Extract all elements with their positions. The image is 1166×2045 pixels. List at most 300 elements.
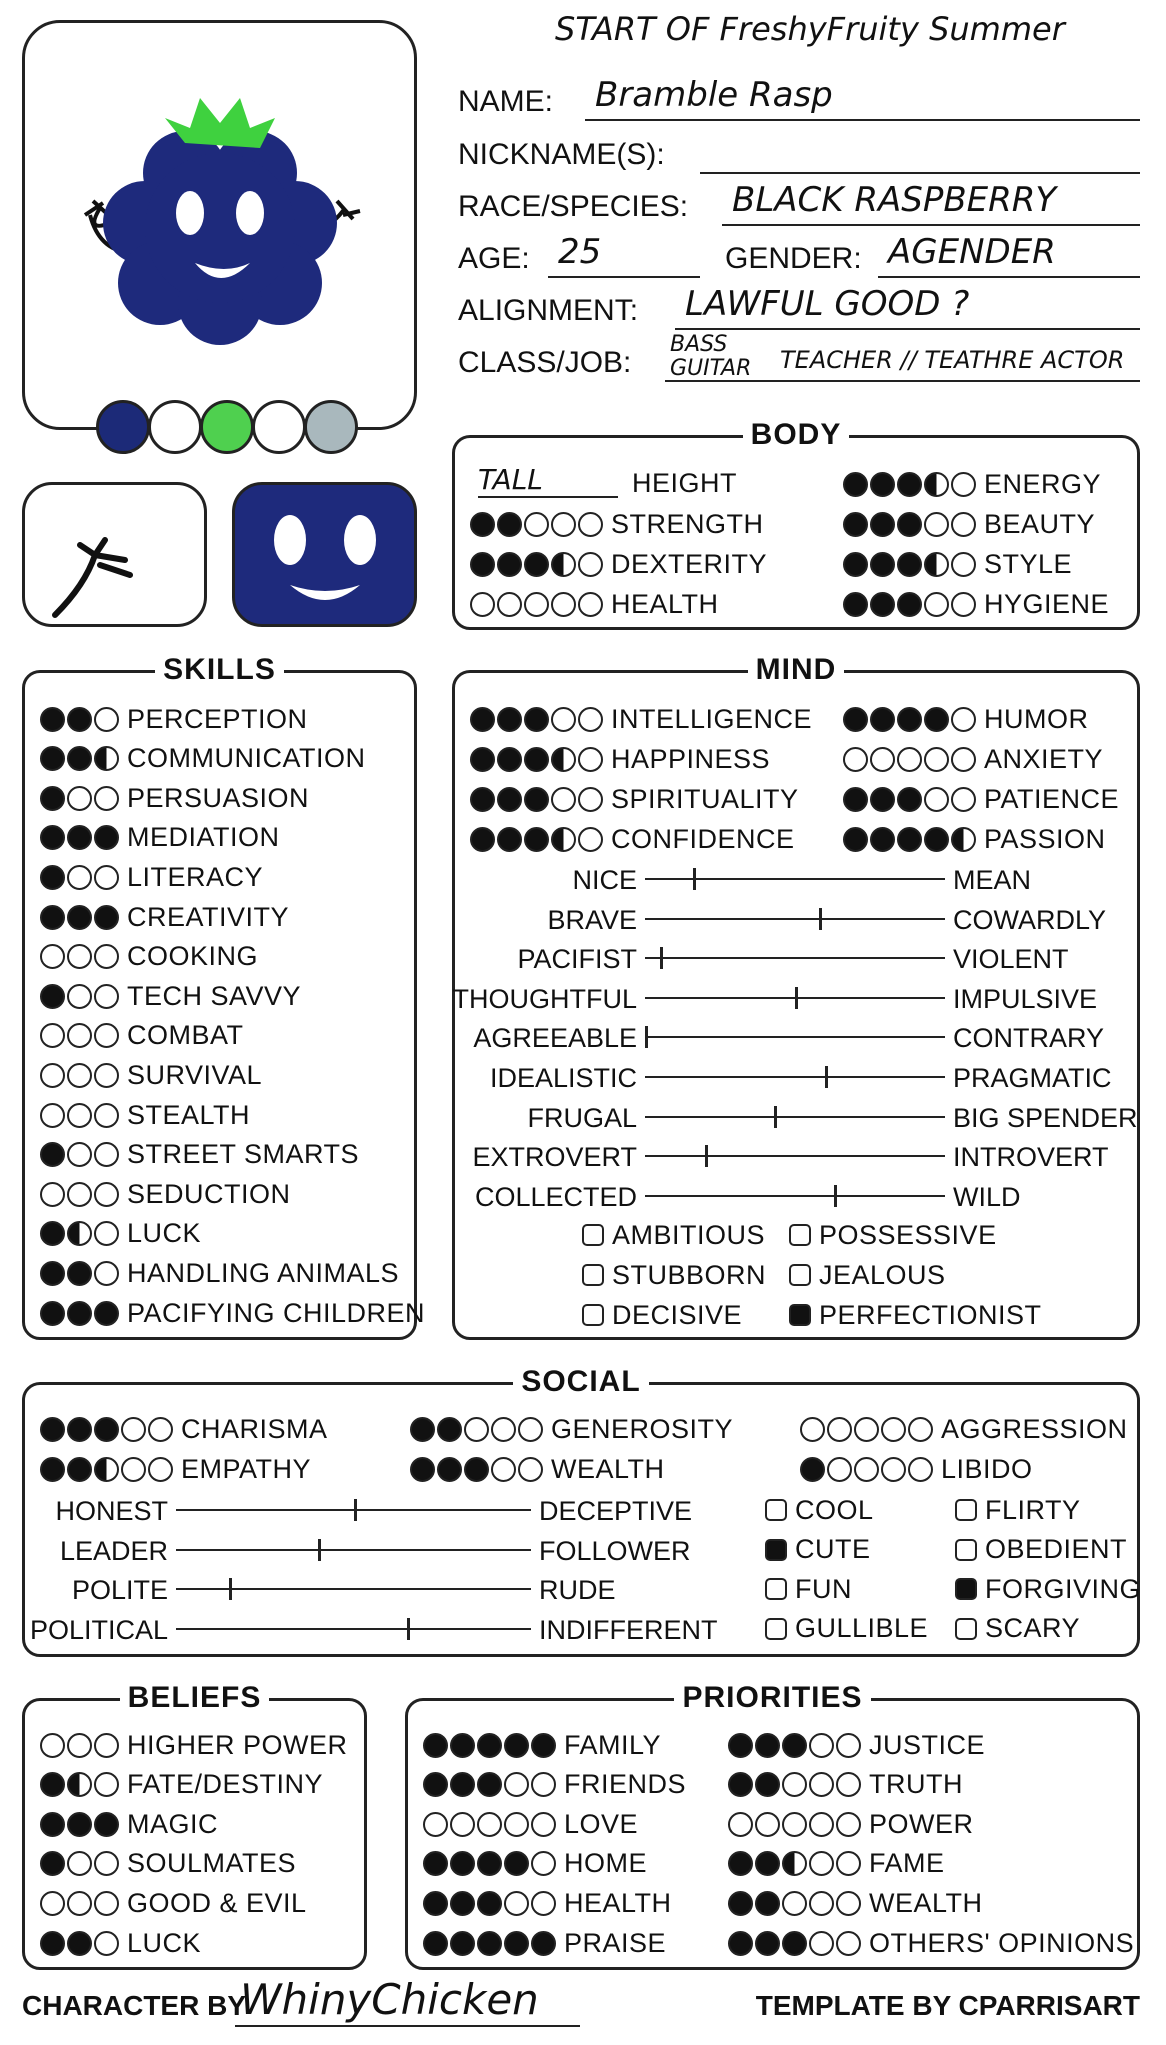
rating-dot xyxy=(497,592,522,617)
trait-slider xyxy=(547,902,1107,936)
stat-label: PERSUASION xyxy=(127,782,310,813)
rating-dot xyxy=(551,592,576,617)
dot-rating xyxy=(470,552,603,577)
rating-dot xyxy=(897,787,922,812)
slider-left-label: BRAVE xyxy=(547,904,637,935)
mind-stat xyxy=(843,742,1103,776)
slider-left-label: AGREEABLE xyxy=(473,1023,637,1054)
stat-label: POWER xyxy=(869,1808,974,1839)
rating-dot xyxy=(800,1457,825,1482)
stat-label: STYLE xyxy=(984,548,1073,579)
rating-dot xyxy=(94,1733,119,1758)
checkbox-square xyxy=(789,1304,811,1326)
rating-dot xyxy=(94,1812,119,1837)
slider-marker xyxy=(834,1185,837,1207)
rating-dot xyxy=(908,1457,933,1482)
rating-dot xyxy=(782,1772,807,1797)
rating-dot xyxy=(450,1851,475,1876)
rating-dot xyxy=(67,1812,92,1837)
rating-dot xyxy=(728,1851,753,1876)
rating-dot xyxy=(67,984,92,1009)
slider-marker xyxy=(693,868,696,890)
rating-dot xyxy=(497,552,522,577)
trait-slider xyxy=(472,1139,1109,1173)
trait-slider xyxy=(452,981,1098,1015)
slider-track xyxy=(645,1116,945,1118)
rating-dot xyxy=(924,827,949,852)
checkbox-square xyxy=(582,1224,604,1246)
rating-dot xyxy=(924,787,949,812)
rating-dot xyxy=(836,1931,861,1956)
stat-label: MAGIC xyxy=(127,1808,219,1839)
rating-dot xyxy=(951,552,976,577)
slider-track xyxy=(176,1628,531,1630)
slider-left-label: PACIFIST xyxy=(517,944,637,975)
rating-dot xyxy=(578,747,603,772)
checkbox-square xyxy=(765,1539,787,1561)
stat-label: AGGRESSION xyxy=(941,1413,1128,1444)
stat-label: CONFIDENCE xyxy=(611,823,795,854)
dot-rating xyxy=(40,825,119,850)
dot-rating xyxy=(470,787,603,812)
stat-label: HEALTH xyxy=(611,588,719,619)
dot-rating xyxy=(40,1221,119,1246)
checkbox-label: STUBBORN xyxy=(612,1259,767,1290)
priority-row xyxy=(728,1807,974,1841)
rating-dot xyxy=(40,1301,65,1326)
rating-dot xyxy=(67,1103,92,1128)
rating-dot xyxy=(67,786,92,811)
rating-dot xyxy=(40,825,65,850)
rating-dot xyxy=(755,1931,780,1956)
rating-dot xyxy=(40,944,65,969)
rating-dot xyxy=(40,707,65,732)
rating-dot xyxy=(67,1023,92,1048)
slider-track xyxy=(645,957,945,959)
stat-label: STRENGTH xyxy=(611,508,764,539)
dot-rating xyxy=(470,512,603,537)
slider-marker xyxy=(407,1618,410,1640)
slider-right-label: COWARDLY xyxy=(953,904,1107,935)
stat-label: STREET SMARTS xyxy=(127,1139,360,1170)
rating-dot xyxy=(728,1891,753,1916)
rating-dot xyxy=(477,1891,502,1916)
rating-dot xyxy=(40,1457,65,1482)
rating-dot xyxy=(924,512,949,537)
rating-dot xyxy=(504,1772,529,1797)
rating-dot xyxy=(67,746,92,771)
rating-dot xyxy=(578,552,603,577)
rating-dot xyxy=(504,1891,529,1916)
rating-dot xyxy=(524,827,549,852)
slider-marker xyxy=(354,1499,357,1521)
field-label: GENDER: xyxy=(725,242,862,275)
rating-dot xyxy=(782,1851,807,1876)
rating-dot xyxy=(870,747,895,772)
rating-dot xyxy=(755,1772,780,1797)
rating-dot xyxy=(497,512,522,537)
rating-dot xyxy=(40,1103,65,1128)
stat-label: MEDIATION xyxy=(127,822,280,853)
rating-dot xyxy=(497,827,522,852)
priorities-title: PRIORITIES xyxy=(674,1681,870,1714)
rating-dot xyxy=(836,1851,861,1876)
dot-rating xyxy=(470,827,603,852)
rating-dot xyxy=(870,707,895,732)
rating-dot xyxy=(728,1733,753,1758)
slider-marker xyxy=(795,987,798,1009)
trait-checkbox[interactable] xyxy=(955,1572,1141,1606)
rating-dot xyxy=(40,1142,65,1167)
rating-dot xyxy=(843,552,868,577)
rating-dot xyxy=(843,707,868,732)
rating-dot xyxy=(870,472,895,497)
rating-dot xyxy=(809,1812,834,1837)
trait-checkbox[interactable] xyxy=(765,1572,852,1606)
template-credit: TEMPLATE BY CPARRISART xyxy=(755,1990,1140,2021)
skill-row xyxy=(40,860,263,894)
rating-dot xyxy=(437,1417,462,1442)
slider-right-label: DECEPTIVE xyxy=(539,1496,693,1526)
stat-label: COMBAT xyxy=(127,1020,244,1051)
trait-slider xyxy=(55,1493,693,1527)
field-underline xyxy=(700,172,1140,174)
trait-checkbox[interactable] xyxy=(765,1493,874,1527)
slider-track xyxy=(176,1549,531,1551)
rating-dot xyxy=(897,472,922,497)
checkbox-label: OBEDIENT xyxy=(985,1534,1128,1565)
dot-rating xyxy=(728,1733,861,1758)
field-underline xyxy=(548,276,700,278)
slider-track xyxy=(645,1155,945,1157)
priority-row xyxy=(423,1886,672,1920)
priority-row xyxy=(423,1847,647,1881)
dot-rating xyxy=(40,865,119,890)
dot-rating xyxy=(728,1931,861,1956)
stat-label: LOVE xyxy=(564,1808,639,1839)
rating-dot xyxy=(40,1772,65,1797)
rating-dot xyxy=(531,1851,556,1876)
social-stat xyxy=(800,1412,1128,1446)
field-underline xyxy=(675,328,1140,330)
rating-dot xyxy=(450,1931,475,1956)
dot-rating xyxy=(40,1182,119,1207)
rating-dot xyxy=(40,865,65,890)
skill-row xyxy=(40,900,289,934)
priority-row xyxy=(728,1886,983,1920)
body-stat xyxy=(470,547,767,581)
rating-dot xyxy=(94,865,119,890)
rating-dot xyxy=(951,512,976,537)
rating-dot xyxy=(531,1772,556,1797)
rating-dot xyxy=(67,1733,92,1758)
rating-dot xyxy=(870,827,895,852)
dot-rating xyxy=(40,1417,173,1442)
rating-dot xyxy=(782,1733,807,1758)
rating-dot xyxy=(67,905,92,930)
rating-dot xyxy=(551,552,576,577)
slider-right-label: IMPULSIVE xyxy=(953,983,1098,1014)
character-by-label: CHARACTER BY xyxy=(22,1990,246,2021)
rating-dot xyxy=(94,1891,119,1916)
trait-slider xyxy=(71,1572,616,1606)
slider-left-label: POLITE xyxy=(71,1575,168,1606)
rating-dot xyxy=(836,1772,861,1797)
trait-slider xyxy=(517,941,1069,975)
stat-label: HANDLING ANIMALS xyxy=(127,1257,400,1288)
rating-dot xyxy=(450,1772,475,1797)
rating-dot xyxy=(40,905,65,930)
checkbox-square xyxy=(955,1578,977,1600)
trait-checkbox[interactable] xyxy=(955,1533,1127,1567)
trait-checkbox[interactable] xyxy=(955,1493,1081,1527)
rating-dot xyxy=(470,512,495,537)
slider-track xyxy=(645,918,945,920)
rating-dot xyxy=(497,747,522,772)
height-value: TALL xyxy=(478,463,618,498)
trait-checkbox[interactable] xyxy=(789,1218,997,1252)
dot-rating xyxy=(410,1417,543,1442)
slider-marker xyxy=(825,1066,828,1088)
slider-right-label: BIG SPENDER xyxy=(953,1102,1138,1133)
stat-label: BEAUTY xyxy=(984,508,1096,539)
skill-row xyxy=(40,1177,291,1211)
rating-dot xyxy=(94,1851,119,1876)
trait-checkbox[interactable] xyxy=(789,1298,1042,1332)
skill-row xyxy=(40,940,258,974)
rating-dot xyxy=(67,865,92,890)
rating-dot xyxy=(94,1182,119,1207)
checkbox-label: CUTE xyxy=(795,1534,871,1565)
belief-row xyxy=(40,1926,201,1960)
dot-rating xyxy=(40,1457,173,1482)
trait-checkbox[interactable] xyxy=(789,1258,946,1292)
field-value: 25 xyxy=(558,232,602,272)
rating-dot xyxy=(870,592,895,617)
rating-dot xyxy=(40,1851,65,1876)
stat-label: HOME xyxy=(564,1848,647,1879)
social-stat xyxy=(40,1412,328,1446)
skill-row xyxy=(40,1217,201,1251)
stat-label: SPIRITUALITY xyxy=(611,783,799,814)
stat-label: GENEROSITY xyxy=(551,1413,734,1444)
field-value: BASS xyxy=(670,332,728,357)
stat-label: FATE/DESTINY xyxy=(127,1769,324,1800)
rating-dot xyxy=(951,592,976,617)
rating-dot xyxy=(843,827,868,852)
rating-dot xyxy=(755,1812,780,1837)
slider-right-label: WILD xyxy=(953,1181,1021,1212)
field-label: AGE: xyxy=(458,242,530,275)
trait-checkbox[interactable] xyxy=(582,1258,766,1292)
trait-slider xyxy=(59,1533,691,1567)
stat-label: ENERGY xyxy=(984,468,1102,499)
rating-dot xyxy=(40,1733,65,1758)
stat-label: LITERACY xyxy=(127,861,264,892)
stat-label: HIGHER POWER xyxy=(127,1729,348,1760)
checkbox-square xyxy=(765,1578,787,1600)
slider-left-label: FRUGAL xyxy=(527,1102,637,1133)
trait-checkbox[interactable] xyxy=(582,1218,765,1252)
rating-dot xyxy=(531,1891,556,1916)
slider-track xyxy=(645,878,945,880)
dot-rating xyxy=(40,1733,119,1758)
priority-row xyxy=(423,1926,666,1960)
rating-dot xyxy=(870,552,895,577)
belief-row xyxy=(40,1768,323,1802)
slider-right-label: FOLLOWER xyxy=(539,1535,691,1566)
stat-label: TECH SAVVY xyxy=(127,980,302,1011)
trait-checkbox[interactable] xyxy=(765,1533,871,1567)
slider-left-label: HONEST xyxy=(55,1496,168,1526)
body-stat xyxy=(843,467,1101,501)
rating-dot xyxy=(870,787,895,812)
rating-dot xyxy=(94,786,119,811)
rating-dot xyxy=(67,1142,92,1167)
skill-row xyxy=(40,1256,399,1290)
trait-checkbox[interactable] xyxy=(765,1612,928,1646)
dot-rating xyxy=(40,1023,119,1048)
detail-box-face xyxy=(232,482,417,627)
rating-dot xyxy=(755,1891,780,1916)
stat-label: OTHERS' OPINIONS xyxy=(869,1927,1135,1958)
slider-left-label: EXTROVERT xyxy=(472,1142,637,1173)
blackberry-portrait xyxy=(25,23,414,427)
rating-dot xyxy=(531,1733,556,1758)
rating-dot xyxy=(924,552,949,577)
rating-dot xyxy=(578,827,603,852)
rating-dot xyxy=(67,944,92,969)
stat-label: CREATIVITY xyxy=(127,901,290,932)
rating-dot xyxy=(497,787,522,812)
stat-label: PATIENCE xyxy=(984,783,1120,814)
field-label: RACE/SPECIES: xyxy=(458,190,689,223)
rating-dot xyxy=(94,905,119,930)
checkbox-square xyxy=(582,1304,604,1326)
social-stat xyxy=(410,1412,733,1446)
mind-stat xyxy=(843,822,1106,856)
dot-rating xyxy=(423,1931,556,1956)
rating-dot xyxy=(881,1417,906,1442)
field-value: LAWFUL GOOD ? xyxy=(685,284,970,324)
field-value: TEACHER // TEATHRE ACTOR xyxy=(780,346,1125,374)
rating-dot xyxy=(854,1417,879,1442)
rating-dot xyxy=(470,552,495,577)
checkbox-label: DECISIVE xyxy=(612,1299,743,1330)
stat-label: PACIFYING CHILDREN xyxy=(127,1297,426,1328)
body-stat xyxy=(470,507,764,541)
dot-rating xyxy=(470,592,603,617)
beliefs-title: BELIEFS xyxy=(120,1681,270,1714)
rating-dot xyxy=(551,787,576,812)
dot-rating xyxy=(843,827,976,852)
rating-dot xyxy=(67,1261,92,1286)
dot-rating xyxy=(423,1891,556,1916)
dot-rating xyxy=(40,1103,119,1128)
trait-checkbox[interactable] xyxy=(582,1298,742,1332)
dot-rating xyxy=(423,1733,556,1758)
trait-checkbox[interactable] xyxy=(955,1612,1080,1646)
priority-row xyxy=(728,1768,963,1802)
slider-marker xyxy=(705,1145,708,1167)
field-label: CLASS/JOB: xyxy=(458,346,632,379)
rating-dot xyxy=(843,592,868,617)
rating-dot xyxy=(843,787,868,812)
slider-right-label: CONTRARY xyxy=(953,1023,1105,1054)
rating-dot xyxy=(410,1417,435,1442)
rating-dot xyxy=(518,1457,543,1482)
belief-row xyxy=(40,1728,348,1762)
rating-dot xyxy=(924,707,949,732)
trait-slider xyxy=(474,1179,1021,1213)
palette-swatch xyxy=(304,400,358,454)
rating-dot xyxy=(504,1931,529,1956)
dot-rating xyxy=(843,787,976,812)
rating-dot xyxy=(148,1457,173,1482)
rating-dot xyxy=(470,827,495,852)
slider-left-label: LEADER xyxy=(59,1535,168,1566)
checkbox-square xyxy=(955,1539,977,1561)
rating-dot xyxy=(67,1891,92,1916)
dot-rating xyxy=(470,707,603,732)
rating-dot xyxy=(470,707,495,732)
checkbox-label: FUN xyxy=(795,1573,852,1604)
dot-rating xyxy=(40,1301,119,1326)
rating-dot xyxy=(897,512,922,537)
slider-left-label: IDEALISTIC xyxy=(489,1063,637,1093)
slider-right-label: RUDE xyxy=(539,1575,616,1606)
skill-row xyxy=(40,1098,250,1132)
belief-row xyxy=(40,1886,307,1920)
skill-row xyxy=(40,1296,425,1330)
rating-dot xyxy=(67,1851,92,1876)
field-value: AGENDER xyxy=(888,232,1056,272)
rating-dot xyxy=(578,787,603,812)
rating-dot xyxy=(94,944,119,969)
header-title: START OF FreshyFruity Summer xyxy=(555,10,1065,48)
checkbox-label: AMBITIOUS xyxy=(612,1219,766,1250)
rating-dot xyxy=(497,707,522,732)
stat-label: HYGIENE xyxy=(984,588,1110,619)
dot-rating xyxy=(410,1457,543,1482)
checkbox-square xyxy=(582,1264,604,1286)
rating-dot xyxy=(477,1851,502,1876)
stat-label: SOULMATES xyxy=(127,1848,297,1879)
checkbox-label: GULLIBLE xyxy=(795,1613,929,1644)
rating-dot xyxy=(477,1931,502,1956)
character-by-name: WhinyChicken xyxy=(240,1975,539,2024)
field-label: ALIGNMENT: xyxy=(458,294,639,327)
rating-dot xyxy=(423,1851,448,1876)
signature-line xyxy=(235,2025,580,2027)
field-underline xyxy=(878,276,1140,278)
stat-label: COMMUNICATION xyxy=(127,743,366,774)
dot-rating xyxy=(728,1851,861,1876)
rating-dot xyxy=(800,1417,825,1442)
priority-row xyxy=(423,1728,661,1762)
rating-dot xyxy=(40,1063,65,1088)
rating-dot xyxy=(40,1417,65,1442)
slider-marker xyxy=(819,908,822,930)
slider-right-label: MEAN xyxy=(953,865,1032,895)
rating-dot xyxy=(531,1931,556,1956)
rating-dot xyxy=(809,1772,834,1797)
stat-label: INTELLIGENCE xyxy=(611,703,813,734)
rating-dot xyxy=(40,1023,65,1048)
stat-label: FAMILY xyxy=(564,1729,662,1760)
priority-row xyxy=(728,1926,1134,1960)
dot-rating xyxy=(423,1851,556,1876)
